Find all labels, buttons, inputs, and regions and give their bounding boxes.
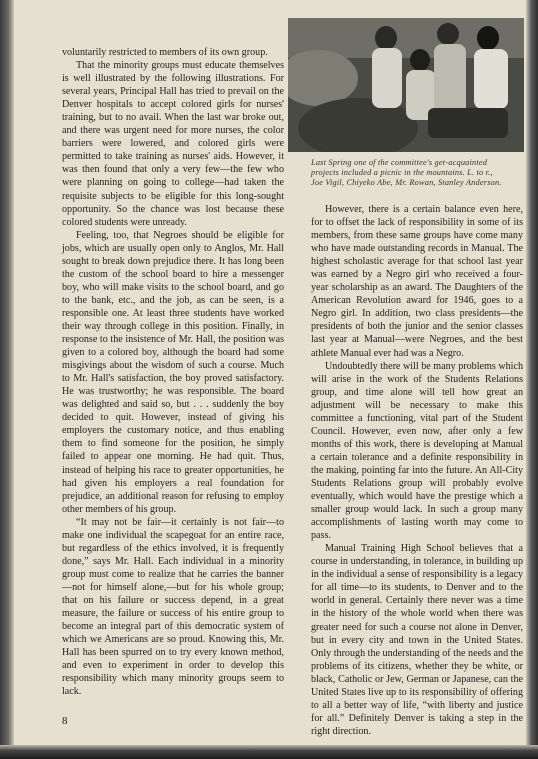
paragraph: Manual Training High School believes that a course in understanding, in tolerance, in building up in the individual a sense of responsibility is a legacy for all time—to its students, to Denver and to the world in general. Certainly there never was a time in the history of the whole world when there was greater need for such a course not alone in Denver, but in every city and town in the United States. Only through the understanding of the needs and the problems of its citizens, whether they be white, or black, Catholic or Jew, German or Japanese, can the United States live up to its responsibility of offering to all a better way of life, “with liberty and justice for all.” Definitely Denver is taking a step in the right direction. bbox=[311, 543, 523, 737]
page-edge-right bbox=[526, 0, 538, 759]
page-edge-bottom bbox=[0, 745, 538, 759]
paragraph: Undoubtedly there will be many problems which will arise in the work of the Students Relations group, and time alone will tell how great an adjustment will be necessary to make this committee a functioning, vital part of the Student Council. However, even now, after only a few months of this work, there is developing at Manual a certain tolerance and a definite responsibility in the making, pointing far into the future. An All-City Students Relations group will probably evolve eventually, which would have the prestige which a smaller group would lack. In such a group many accomplishments of lasting worth may come to pass. bbox=[311, 360, 523, 542]
page-edge-left bbox=[0, 0, 14, 759]
paragraph: That the minority groups must educate themselves is well illustrated by the following illustrations. For several years, Principal Hall has tried to prevail on the Denver hospitals to accept colored girls for nurses' training, but to no avail. When the last war broke out, and there was urgent need for more nurses, the color barriers were lowered, and colored girls were permitted to take training as nurses' aids. However, it was then found that only a very few—the few who were planning on going to college—had taken the requisite subjects to be eligible for this long-sought opportunity. So the chance was lost because these colored students were unready. bbox=[62, 60, 284, 228]
paragraph: Feeling, too, that Negroes should be eligible for jobs, which are usually open only to Anglos, Mr. Hall sought to break down prejudice there. It has long been the custom of the school board to hire a messenger boy, who will make visits to the school board, and go to the bank, etc., and the job, as can be seen, is a responsible one. At least three students have worked their way through college in this position. Finally, in response to the insistence of Mr. Hall, the position was given to a colored boy, although the board had some misgivings about the wisdom of such a course. Much to Mr. Hall's satisfaction, the boy proved satisfactory. He was trustworthy; he was responsible. The board was delighted and said so, but . . . suddenly the boy decided to quit. However, instead of giving his employers the customary notice, and thus enabling them to find someone for the position, he simply failed to appear one morning. He had quit. Thus, instead of helping his race to greater opportunities, he had given his employers a real foundation for prejudice, an additional reason for refusing to employ other members of his group. bbox=[62, 229, 284, 515]
paragraph: voluntarily restricted to members of its own group. bbox=[62, 47, 268, 58]
page-number: 8 bbox=[62, 715, 68, 727]
caption-line: projects included a picnic in the mountains. L. to r., bbox=[311, 168, 493, 178]
left-text-column bbox=[62, 46, 284, 698]
right-text-column bbox=[311, 203, 523, 738]
paragraph: “It may not be fair—it certainly is not fair—to make one individual the scapegoat for an entire race, but regardless of the ethics involved, it is frequently done,” says Mr. Hall. Each individual in a minority group must come to realize that he carries the banner—not for himself alone,—but for his whole group; that on his failure or success depend, in a great measure, the failure or success of his entire group to become an integral part of this democratic system of which we Americans are so proud. Knowing this, Mr. Hall has been spurred on to try every known method, and even to experiment in order to develop this responsibility which many minority groups seem to lack. bbox=[62, 516, 284, 698]
caption-line: Joe Vigil, Chiyeko Abe, Mr. Rowan, Stanley Anderson. bbox=[311, 178, 502, 188]
caption-line: Last Spring one of the committee's get-acquainted bbox=[311, 158, 488, 167]
paragraph: However, there is a certain balance even here, for to offset the lack of responsibility in some of its members, from these same groups have come many who have made outstanding records in Manual. The highest scholastic average for that school last year was earned by a Negro girl who received a four-year scholarship as an award. The Daughters of the American Revolution award for 1946, goes to a Negro girl. In addition, two class presidents—the presidents of both the junior and the senior classes last year at Manual—were Negroes, and the best athlete Manual ever had was a Negro. bbox=[311, 204, 523, 359]
photo-caption bbox=[311, 158, 523, 189]
group-photo-icon bbox=[288, 18, 524, 152]
